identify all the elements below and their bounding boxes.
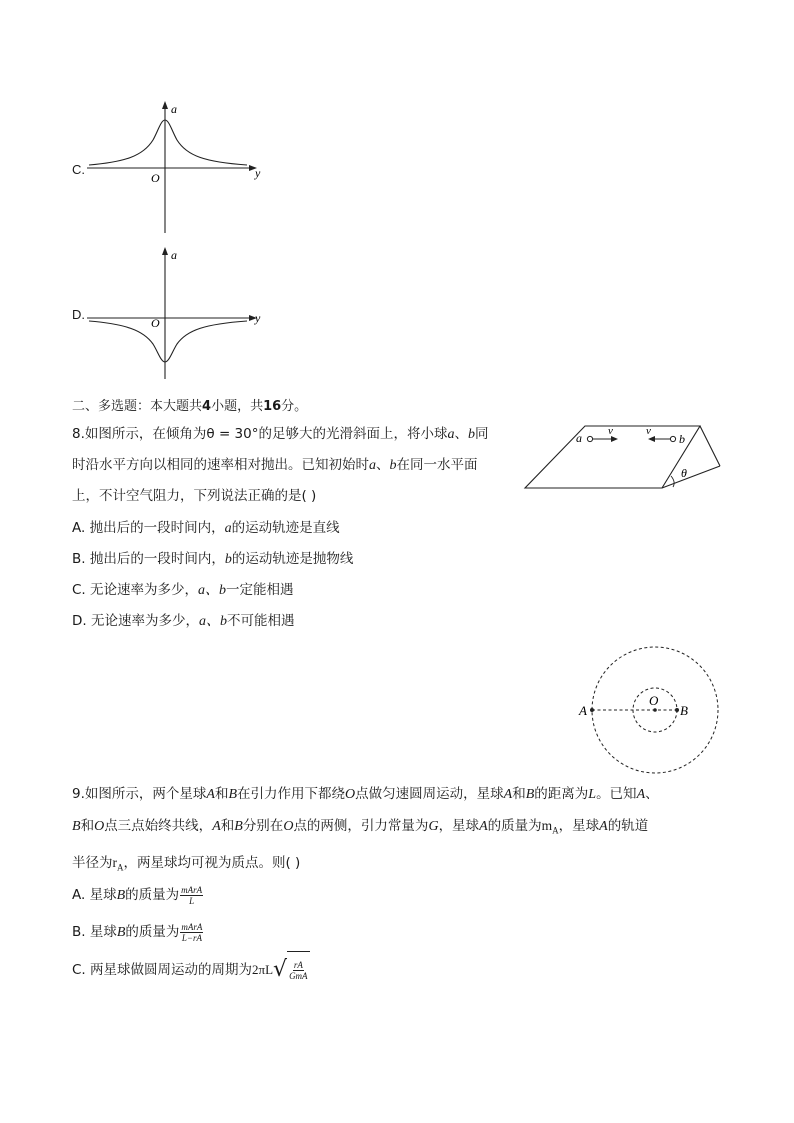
graph-d-origin: O <box>151 316 160 330</box>
q9-option-c: C. 两星球做圆周运动的周期为2πL √ $\frac{rA}{\text{GmA}}$ <box>72 951 732 989</box>
velocity-a-label: v <box>608 425 613 437</box>
ball-b-label: b <box>679 432 685 446</box>
incline-base <box>662 466 720 488</box>
graph-c-y-arrow <box>162 101 168 109</box>
graph-d-a-label: a <box>171 248 177 262</box>
q8-option-c: C. 无论速率为多少，a、b一定能相遇 <box>72 582 294 598</box>
section-heading: 二、多选题：本大题共4小题，共16分。 <box>72 399 308 414</box>
ball-b <box>670 436 675 441</box>
center-o-label: O <box>649 693 659 708</box>
option-d-label: D. <box>72 307 85 322</box>
angle-label: θ <box>681 466 687 480</box>
q8-option-d: D. 无论速率为多少，a、b不可能相遇 <box>72 613 295 629</box>
q9-option-b-fraction: $\frac{\text{mArA}}{L-rA}$ <box>181 921 203 943</box>
question-8-stem: 8.如图所示，在倾角为θ = 30°的足够大的光滑斜面上，将小球a、b同 时沿水平方向以相同的速率相对抛出。已知初始时a、b在同一水平面 上，不计空气阻力，下列说法正确的是( ) <box>72 426 489 504</box>
question-9-stem: 9.如图所示，两个星球A和B在引力作用下都绕O点做匀速圆周运动，星球A和B的距离为L。已知A、 B和O点三点始终共线，A和B分别在O点的两侧，引力常量为G，星球A的质量为$m_A$，星球A的轨道 半径为$r_A$，两星球均可视为质点。则( ) <box>72 786 659 873</box>
angle-arc <box>671 476 674 487</box>
q8-option-a: A. 抛出后的一段时间内，a的运动轨迹是直线 <box>72 520 340 536</box>
graph-c <box>85 98 270 238</box>
velocity-b-label: v <box>646 425 651 437</box>
star-b <box>675 708 679 712</box>
graph-c-a-label: a <box>171 102 177 116</box>
incline-side <box>700 426 720 466</box>
graph-c-curve <box>89 120 247 165</box>
graph-d-y-arrow <box>162 247 168 255</box>
q8-option-b: B. 抛出后的一段时间内，b的运动轨迹是抛物线 <box>72 551 354 567</box>
graph-c-origin: O <box>151 171 160 185</box>
option-c-label: C. <box>72 162 85 177</box>
graph-d <box>85 244 270 384</box>
incline-figure <box>522 420 727 495</box>
center-o <box>653 708 657 712</box>
q9-option-b: B. 星球B的质量为 $\frac{\text{mArA}}{L-rA}$ <box>72 921 203 943</box>
star-b-label: B <box>680 703 688 718</box>
ball-a <box>587 436 592 441</box>
star-a-label: A <box>579 703 587 718</box>
q9-option-a-fraction: $\frac{\text{mArA}}{L}$ <box>181 884 203 906</box>
q9-option-a: A. 星球B的质量为 $\frac{\text{mArA}}{L}$ <box>72 884 203 906</box>
question-8-options <box>72 513 512 637</box>
graph-c-y-label: y <box>255 166 261 180</box>
ball-a-label: a <box>576 431 582 445</box>
graph-d-y-label: y <box>255 311 261 325</box>
star-a <box>590 708 594 712</box>
binary-star-figure <box>575 645 735 780</box>
question-9-options <box>72 877 732 989</box>
q9-option-c-sqrt: √ $\frac{rA}{\text{GmA}}$ <box>273 951 310 989</box>
graph-d-curve <box>89 321 247 362</box>
